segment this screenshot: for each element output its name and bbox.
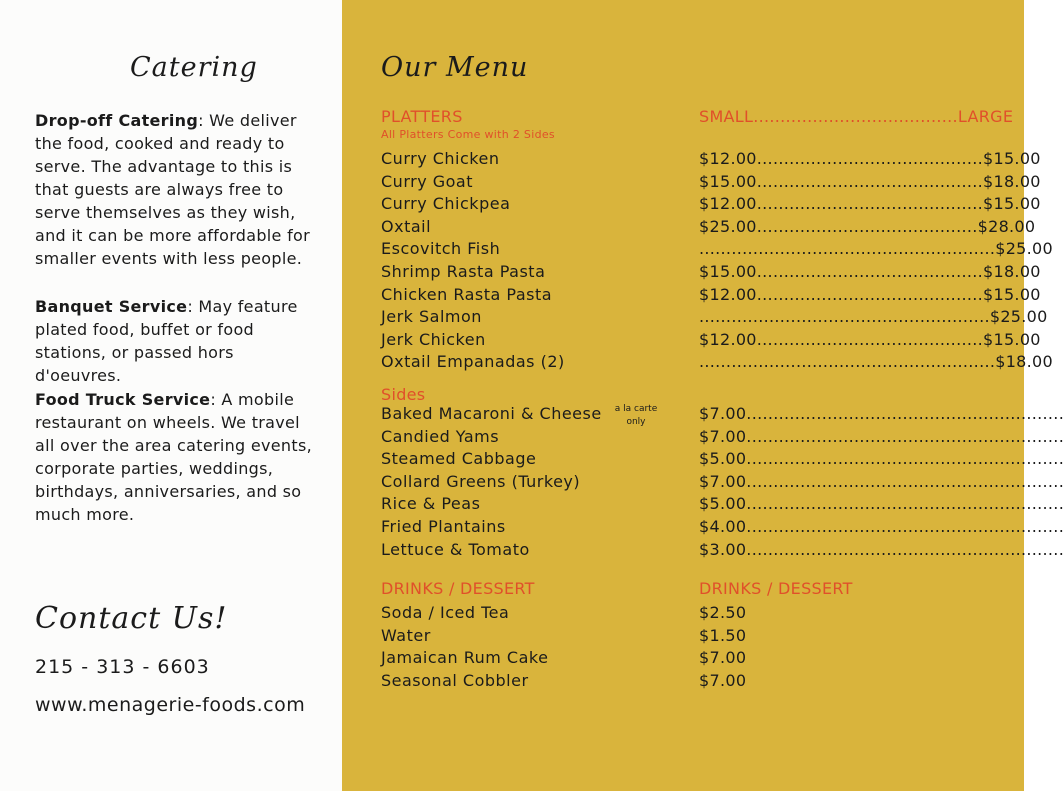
- side-item-price: $3.00...........................................................: [699, 539, 1064, 559]
- side-item-name: Candied Yams: [381, 426, 500, 446]
- platter-item-price: $25.00.........................................$28.00: [699, 216, 1036, 236]
- platter-item-price: $15.00..........................................$18.00: [699, 171, 1041, 191]
- platter-item-price: $15.00..........................................$18.00: [699, 262, 1041, 281]
- platter-item-name: Jerk Salmon: [381, 307, 482, 327]
- platter-item-price: $12.00..........................................$15.00: [699, 329, 1041, 349]
- menu-title: Our Menu: [381, 52, 529, 83]
- banquet-service-text: : May feature plated food, buffet or food stations, or passed hors d'oeuvres.: [35, 297, 298, 385]
- drinks-dessert-heading-right: DRINKS / DESSERT: [699, 579, 853, 598]
- drink-item-name: Water: [381, 625, 431, 645]
- side-item-price: $7.00...........................................................: [699, 404, 1064, 423]
- drink-item-price: $1.50: [699, 625, 747, 645]
- side-item-price: $7.00...........................................................: [699, 426, 1064, 446]
- platter-item-name: Escovitch Fish: [381, 239, 501, 259]
- side-item-name: Lettuce & Tomato: [381, 539, 530, 559]
- platter-item-name: Jerk Chicken: [381, 329, 486, 349]
- sides-heading: Sides: [381, 385, 426, 404]
- a-la-carte-note: a la carte only: [614, 404, 658, 427]
- food-truck-service-text: : A mobile restaurant on wheels. We travel all over the area catering events, corporate parties, weddings, birthdays, anniversaries, and so much more.: [35, 390, 312, 524]
- platter-item-name: Curry Goat: [381, 171, 474, 191]
- platter-item-price: $12.00..........................................$15.00: [699, 284, 1041, 304]
- platter-item-name: Shrimp Rasta Pasta: [381, 262, 546, 281]
- platter-item-name: Oxtail Empanadas (2): [381, 352, 565, 372]
- website-link[interactable]: www.menagerie-foods.com: [35, 694, 306, 716]
- platters-size-header: SMALL......................................LARGE: [699, 107, 1014, 126]
- dropoff-catering-description: [35, 109, 320, 270]
- drink-item-name: Jamaican Rum Cake: [381, 648, 549, 668]
- contact-title: Contact Us!: [35, 601, 228, 636]
- phone-number: 215 - 313 - 6603: [35, 656, 210, 678]
- dropoff-catering-heading: Drop-off Catering: [35, 111, 199, 130]
- side-item-price: $7.00...........................................................: [699, 471, 1064, 491]
- catering-title: Catering: [130, 52, 258, 83]
- drink-item-name: Seasonal Cobbler: [381, 670, 529, 690]
- food-truck-service-heading: Food Truck Service: [35, 390, 211, 409]
- side-item-name: Fried Plantains: [381, 517, 506, 536]
- platters-note: All Platters Come with 2 Sides: [381, 128, 555, 141]
- side-item-price: $5.00...........................................................: [699, 494, 1064, 514]
- platter-item-price: $12.00..........................................$15.00: [699, 194, 1041, 214]
- food-truck-service-description: [35, 388, 320, 526]
- dropoff-catering-text: : We deliver the food, cooked and ready to serve. The advantage to this is that guests are always free to serve themselves as they wish, and it can be more affordable for smaller events with less people.: [35, 111, 310, 268]
- drink-item-price: $7.00: [699, 670, 747, 690]
- side-item-price: $4.00...........................................................: [699, 517, 1064, 536]
- platter-item-name: Curry Chicken: [381, 149, 500, 168]
- banquet-service-description: [35, 295, 320, 387]
- side-item-name: Steamed Cabbage: [381, 449, 537, 469]
- platter-item-name: Oxtail: [381, 216, 432, 236]
- platter-item-price: .......................................................$25.00: [699, 239, 1054, 259]
- drink-item-name: Soda / Iced Tea: [381, 603, 510, 622]
- drinks-dessert-heading: DRINKS / DESSERT: [381, 579, 535, 598]
- side-item-name: Baked Macaroni & Cheese: [381, 404, 602, 423]
- platter-item-name: Chicken Rasta Pasta: [381, 284, 553, 304]
- platters-heading: PLATTERS: [381, 107, 463, 126]
- catering-panel: [0, 0, 342, 791]
- platter-item-price: $12.00..........................................$15.00: [699, 149, 1041, 168]
- platter-item-price: .......................................................$18.00: [699, 352, 1054, 372]
- platter-item-name: Curry Chickpea: [381, 194, 511, 214]
- drink-item-price: $2.50: [699, 603, 747, 622]
- side-item-name: Collard Greens (Turkey): [381, 471, 581, 491]
- banquet-service-heading: Banquet Service: [35, 297, 188, 316]
- drink-item-price: $7.00: [699, 648, 747, 668]
- side-item-price: $5.00...........................................................: [699, 449, 1064, 469]
- side-item-name: Rice & Peas: [381, 494, 481, 514]
- platter-item-price: ......................................................$25.00: [699, 307, 1048, 327]
